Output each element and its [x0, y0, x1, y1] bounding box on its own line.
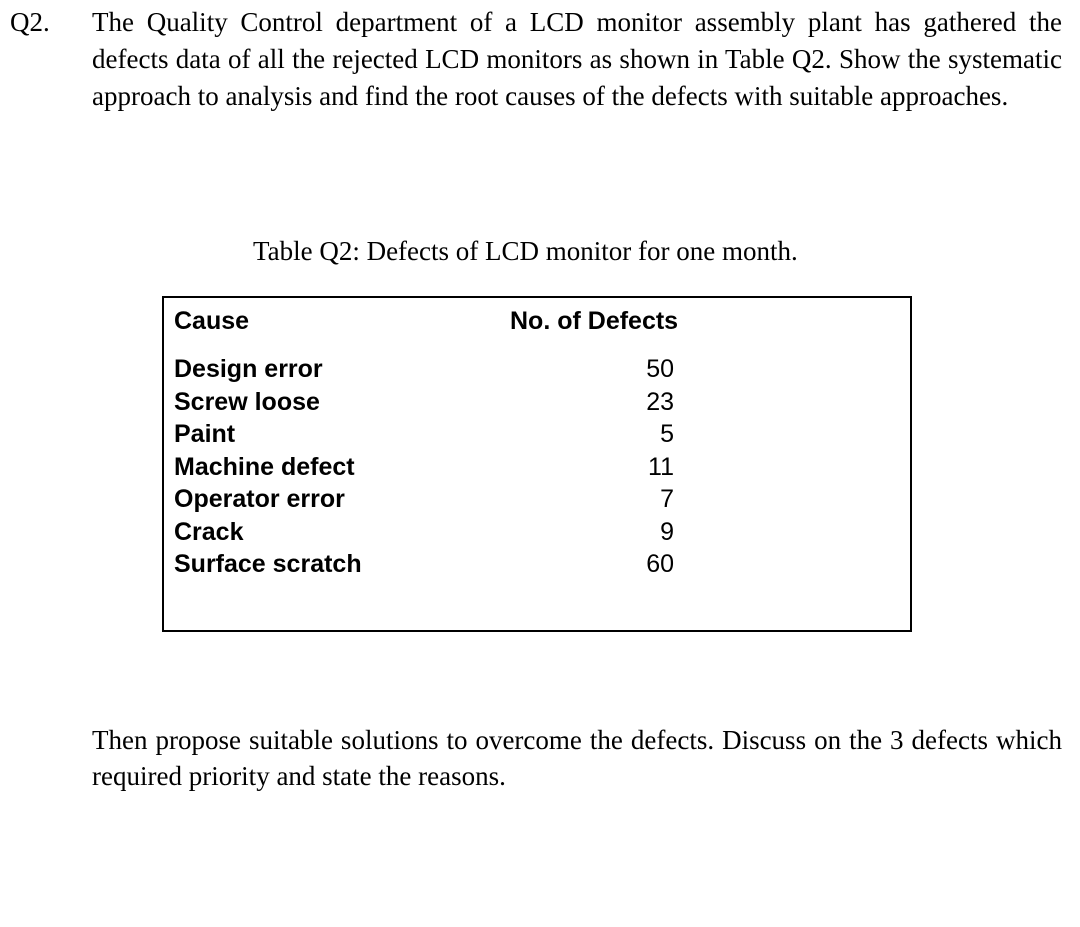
defects-cell: 60: [646, 550, 674, 578]
table-row: [174, 353, 674, 386]
defects-cell: 7: [660, 485, 674, 513]
defects-cell: 5: [660, 420, 674, 448]
cause-cell: Design error: [174, 355, 323, 383]
cause-cell: Operator error: [174, 485, 345, 513]
table-row: [174, 386, 674, 419]
table-row: [174, 418, 674, 451]
table-body: [174, 353, 674, 581]
question-number: Q2.: [10, 7, 50, 37]
defects-cell: 50: [646, 355, 674, 383]
header-cause: Cause: [174, 307, 250, 335]
table-row: [174, 548, 674, 581]
cause-cell: Surface scratch: [174, 550, 362, 578]
table-caption: Table Q2: Defects of LCD monitor for one month.: [253, 236, 798, 266]
cause-cell: Paint: [174, 420, 236, 448]
table-row: [174, 483, 674, 516]
header-defects: No. of Defects: [510, 307, 679, 335]
defects-cell: 11: [648, 452, 674, 481]
defects-cell: 23: [646, 387, 674, 416]
cause-cell: Crack: [174, 517, 244, 546]
cause-cell: Screw loose: [174, 387, 320, 416]
defects-table: [162, 296, 912, 632]
table-row: [174, 451, 674, 484]
question-closing: Then propose suitable solutions to overcome the defects. Discuss on the 3 defects which required priority and state the reasons.: [92, 725, 1062, 791]
question-intro: The Quality Control department of a LCD monitor assembly plant has gathered the defects data of all the rejected LCD monitors as shown in Table Q2. Show the systematic approach to analysis and find the root causes of the defects with suitable approaches.: [92, 7, 1062, 111]
cause-cell: Machine defect: [174, 452, 355, 481]
defects-cell: 9: [660, 517, 674, 546]
table-row: [174, 516, 674, 549]
